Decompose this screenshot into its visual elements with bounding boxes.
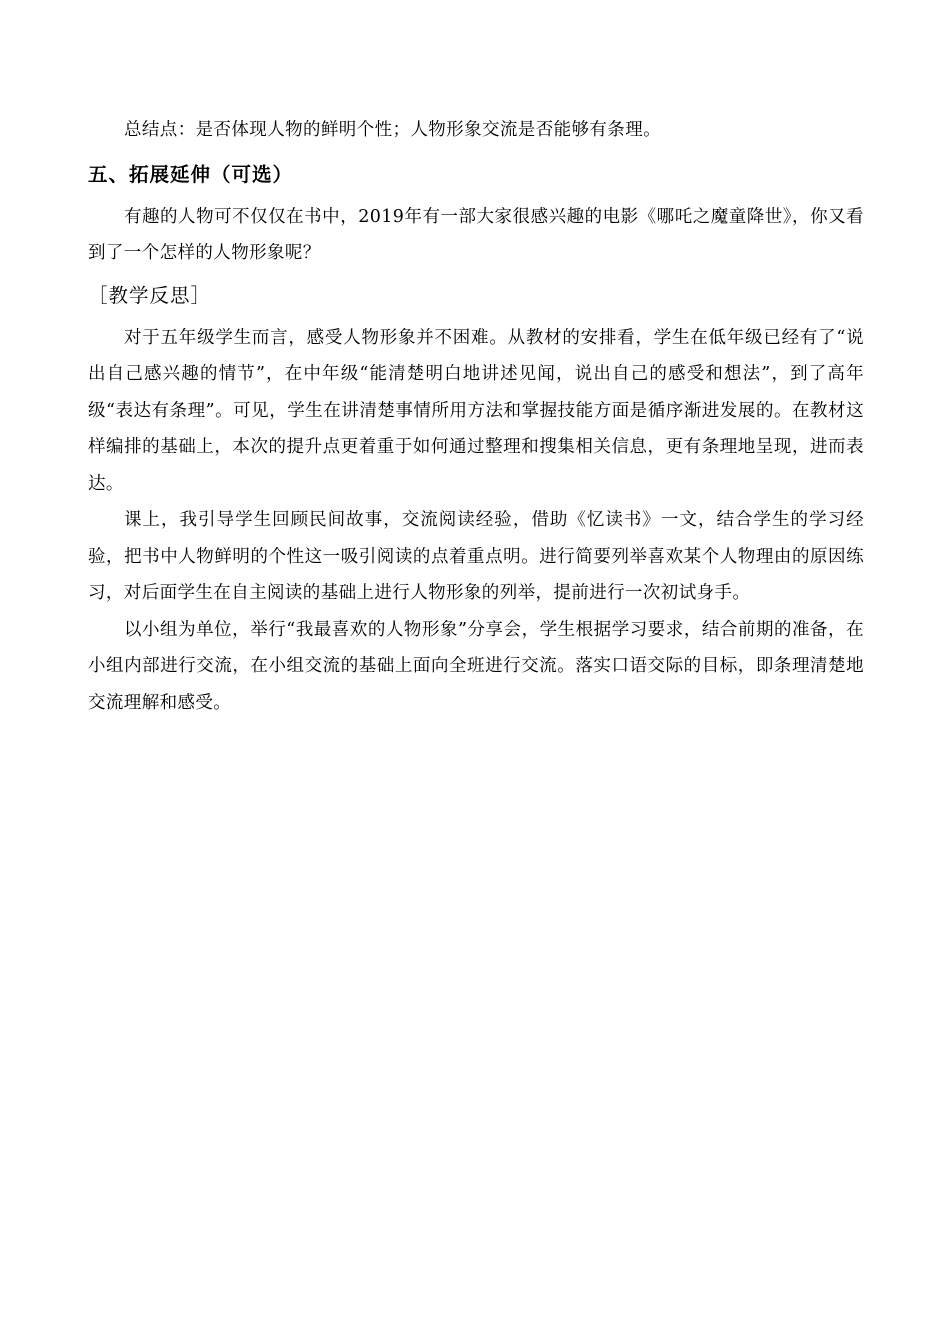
section-heading-reflection: ［教学反思］ xyxy=(88,283,212,307)
reflection-paragraph-1: 对于五年级学生而言，感受人物形象并不困难。从教材的安排看，学生在低年级已经有了“说出自己感兴趣的情节”，在中年级“能清楚明白地讲述见闻，说出自己的感受和想法”，到了高年级“表达有条理”。可见，学生在讲清楚事情所用方法和掌握技能方面是循序渐进发展的。在教材这样编排的基础上，本次的提升点更着重于如何通过整理和搜集相关信息，更有条理地呈现，进而表达。 xyxy=(88,327,864,494)
reflection-paragraph-3: 以小组为单位，举行“我最喜欢的人物形象”分享会，学生根据学习要求，结合前期的准备，在小组内部进行交流，在小组交流的基础上面向全班进行交流。落实口语交际的目标，即条理清楚地交流理解和感受。 xyxy=(88,619,864,713)
spacer xyxy=(88,149,864,153)
document-content xyxy=(88,112,864,721)
extension-paragraph: 有趣的人物可不仅仅在书中，2019年有一部大家很感兴趣的电影《哪吒之魔童降世》，你又看到了一个怎样的人物形象呢？ xyxy=(88,206,864,263)
spacer xyxy=(88,272,864,276)
summary-paragraph: 总结点：是否体现人物的鲜明个性；人物形象交流是否能够有条理。 xyxy=(124,120,661,140)
section-heading-extension: 五、拓展延伸（可选） xyxy=(88,162,294,186)
reflection-paragraph-2: 课上，我引导学生回顾民间故事，交流阅读经验，借助《忆读书》一文，结合学生的学习经验，把书中人物鲜明的个性这一吸引阅读的点着重点明。进行简要列举喜欢某个人物理由的原因练习，对后面学生在自主阅读的基础上进行人物形象的列举，提前进行一次初试身手。 xyxy=(88,510,864,603)
